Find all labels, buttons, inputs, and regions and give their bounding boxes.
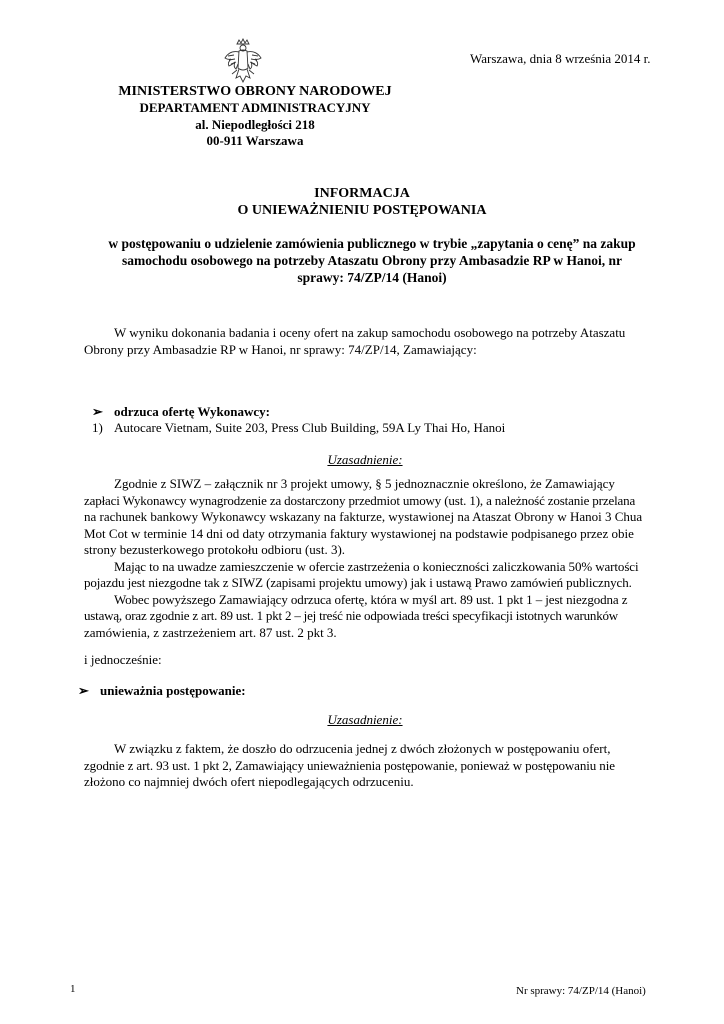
subject-line-2: samochodu osobowego na potrzeby Ataszatu Obrony przy Ambasadzie RP w Hanoi, nr	[121, 253, 623, 268]
p1-line: na rachunek bankowy Wykonawcy wskazany na fakturze, wystawionej na Ataszat Obrony w Hanoi 3 Chua	[84, 509, 643, 524]
s2-line: zgodnie z art. 93 ust. 1 pkt 2, Zamawiający unieważnienia postępowanie, ponieważ w postępowaniu nie	[84, 757, 615, 773]
polish-eagle-emblem-icon	[222, 38, 264, 86]
s2-line: W związku z faktem, że doszło do odrzucenia jednej z dwóch złożonych w postępowaniu ofert,	[114, 741, 611, 756]
p1-line: Mot Cot w terminie 14 dni od daty otrzymania faktury wystawionej na podstawie podpisanego przez obie	[84, 525, 634, 541]
document-title: INFORMACJA	[314, 186, 410, 201]
p1-line: strony bezusterkowego protokołu odbioru (ust. 3).	[84, 542, 346, 557]
p3-line: Wobec powyższego Zamawiający odrzuca ofertę, która w myśl art. 89 ust. 1 pkt 1 – jest niezgodna z	[114, 591, 628, 607]
address-street: al. Niepodległości 218	[195, 117, 315, 132]
arrow-bullet-icon: ➢	[78, 683, 89, 698]
annul-label: unieważnia postępowanie:	[100, 683, 246, 698]
contractor-item	[92, 420, 505, 436]
document-date: Warszawa, dnia 8 września 2014 r.	[470, 51, 651, 66]
subject-line-1: w postępowaniu o udzielenie zamówienia publicznego w trybie „zapytania o cenę” na zakup	[108, 236, 636, 251]
p2-line: Mając to na uwadze zamieszczenie w ofercie zastrzeżenia o konieczności zaliczkowania 50% wartości	[114, 558, 639, 574]
document-title-sub: O UNIEWAŻNIENIU POSTĘPOWANIA	[237, 203, 487, 218]
reject-offer-bullet	[92, 404, 270, 420]
justification-2-paragraph	[84, 741, 670, 791]
p3-line: ustawą, oraz zgodnie z art. 89 ust. 1 pkt 2 – jej treść nie odpowiada treści specyfikacji istotnych warunków	[84, 608, 618, 623]
ministry-name: MINISTERSTWO OBRONY NARODOWEJ	[118, 84, 392, 99]
p2-line: pojazdu jest niezgodne tak z SIWZ (zapisami projektu umowy) jak i ustawą Prawo zamówień publicznych.	[84, 575, 632, 590]
footer-case-number: Nr sprawy: 74/ZP/14 (Hanoi)	[516, 985, 646, 997]
intro-line-2: Obrony przy Ambasadzie RP w Hanoi, nr sprawy: 74/ZP/14, Zamawiający:	[84, 342, 477, 357]
annul-bullet	[78, 683, 246, 699]
subject-line-3: sprawy: 74/ZP/14 (Hanoi)	[297, 270, 447, 285]
contractor-item-number: 1)	[92, 420, 103, 435]
p1-line: Zgodnie z SIWZ – załącznik nr 3 projekt umowy, § 5 jednoznacznie określono, że Zamawiający	[114, 476, 615, 491]
reject-offer-label: odrzuca ofertę Wykonawcy:	[114, 404, 270, 419]
justification-1-paragraph-1	[84, 476, 670, 641]
intro-line-1: W wyniku dokonania badania i oceny ofert na zakup samochodu osobowego na potrzeby Ataszatu	[114, 325, 626, 340]
connector-text: i jednocześnie:	[84, 652, 162, 667]
justification-label-2: Uzasadnienie:	[327, 712, 403, 727]
page-number: 1	[70, 983, 76, 995]
department-name: DEPARTAMENT ADMINISTRACYJNY	[139, 100, 371, 115]
arrow-bullet-icon: ➢	[92, 404, 103, 419]
s2-line: złożono co najmniej dwóch ofert niepodlegających odrzuceniu.	[84, 774, 414, 789]
contractor-item-text: Autocare Vietnam, Suite 203, Press Club Building, 59A Ly Thai Ho, Hanoi	[114, 420, 506, 435]
p1-line: zapłaci Wykonawcy wynagrodzenie za dostarczony przedmiot umowy (ust. 1), a należność zostanie przelana	[84, 492, 636, 508]
p3-line: zamówienia, z zastrzeżeniem art. 87 ust. 2 pkt 3.	[84, 624, 337, 640]
address-city: 00-911 Warszawa	[206, 133, 304, 148]
justification-label-1: Uzasadnienie:	[327, 452, 403, 467]
